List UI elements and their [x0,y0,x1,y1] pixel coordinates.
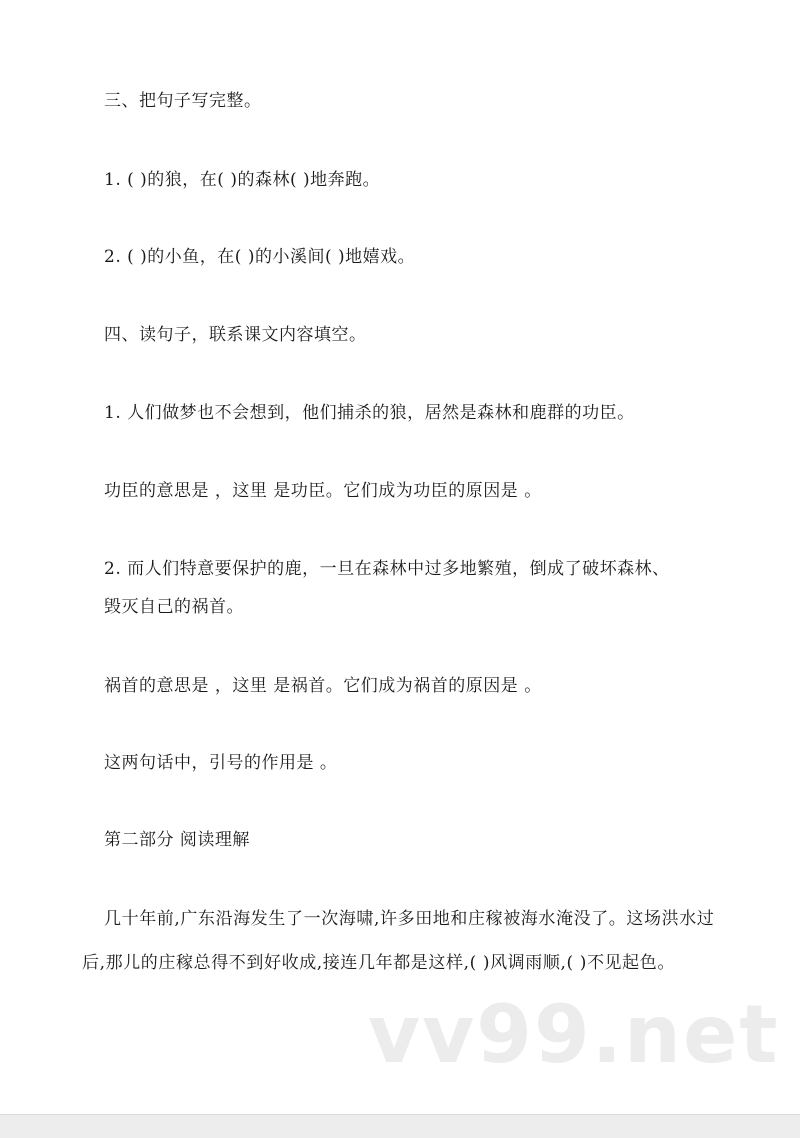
section-3-heading: 三、把句子写完整。 [104,91,262,111]
sentence-4-2-line-2: 毁灭自己的祸首。 [104,597,244,617]
sentence-4-2-line-1: 2. 而人们特意要保护的鹿，一旦在森林中过多地繁殖，倒成了破坏森林、 [104,559,670,579]
quote-question: 这两句话中，引号的作用是 。 [104,753,338,773]
viewer-bottom-bar [0,1114,800,1138]
reading-passage-text: 几十年前,广东沿海发生了一次海啸,许多田地和庄稼被海水淹没了。这场洪水过后,那儿的庄稼总得不到好收成,接连几年都是这样,( )风调雨顺,( )不见起色。 [82,909,715,973]
question-3-1: 1. ( )的狼，在( )的森林( )地奔跑。 [104,170,381,190]
question-3-2: 2. ( )的小鱼，在( )的小溪间( )地嬉戏。 [104,247,416,267]
site-watermark: vv99.net [368,988,780,1081]
sentence-4-1: 1. 人们做梦也不会想到，他们捕杀的狼，居然是森林和鹿群的功臣。 [104,403,635,423]
fill-blank-4-1: 功臣的意思是 ，这里 是功臣。它们成为功臣的原因是 。 [104,481,542,501]
section-4-heading: 四、读句子，联系课文内容填空。 [104,325,367,345]
fill-blank-4-2: 祸首的意思是 ，这里 是祸首。它们成为祸首的原因是 。 [104,676,542,696]
part-2-heading: 第二部分 阅读理解 [104,830,250,850]
reading-passage [82,897,722,985]
